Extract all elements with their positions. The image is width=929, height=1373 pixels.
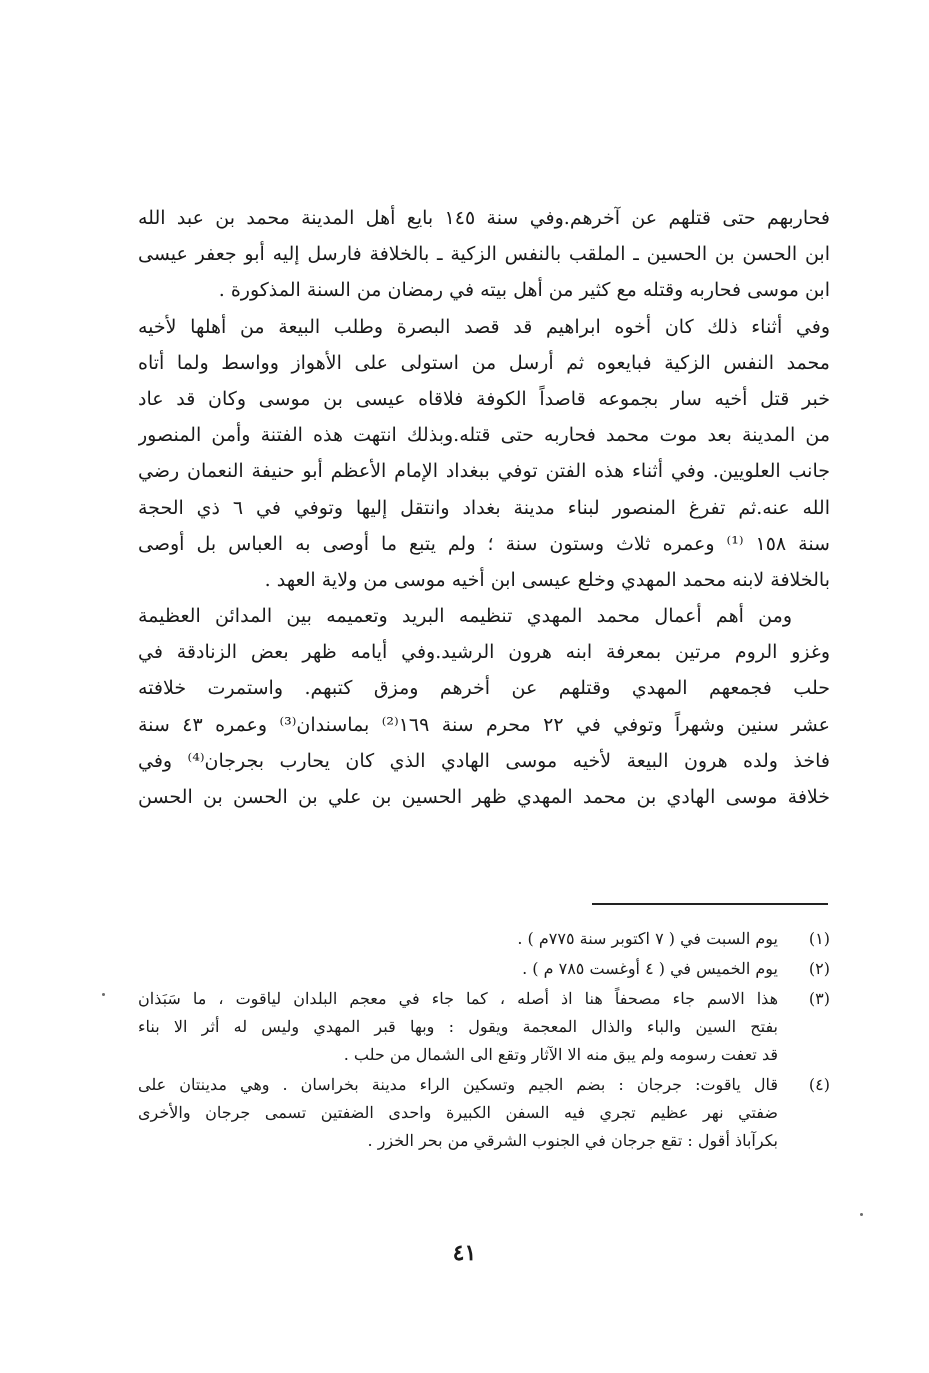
text-line: حلب فجمعهم المهدي وقتلهم عن أخرهم ومزق كتبهم. واستمرت خلافته (138, 677, 830, 700)
footnote-1 (138, 925, 830, 953)
scan-speck (102, 993, 105, 996)
footnote-3 (138, 985, 830, 1069)
text-line: فحاربهم حتى قتلهم عن آخرهم.وفي سنة ١٤٥ بايع أهل المدينة محمد بن عبد الله (138, 207, 830, 229)
footnote-line: بفتح السين والباء والذال المعجمة ويقول : وبها قبر المهدي وليس له أثر الا بناء (138, 1017, 778, 1036)
footnote-2 (138, 955, 830, 983)
text-line: وفي أثناء ذلك كان أخوه ابراهيم قد قصد البصرة وطلب البيعة من أهلها لأخيه (138, 315, 830, 338)
text-line: ومن أهم أعمال محمد المهدي تنظيمه البريد وتعميمه بين المدائن العظيمة (138, 605, 792, 628)
text-line: عشر سنين وشهراً وتوفي في ٢٢ محرم سنة ١٦٩⁽²⁾ بماسندان⁽³⁾ وعمره ٤٣ سنة (138, 713, 830, 736)
footnote-line: بكرآباذ أقول : تقع جرجان في الجنوب الشرقي من بحر الخزر . (367, 1131, 778, 1150)
text-line: ابن الحسن بن الحسين ـ الملقب بالنفس الزكية ـ بالخلافة فارسل إليه أبو جعفر عيسى (138, 243, 830, 266)
footnote-number: (٣) (808, 989, 830, 1008)
text-line: بالخلافة لابنه محمد المهدي وخلع عيسى ابن أخيه موسى من ولاية العهد . (264, 568, 830, 591)
text-line: خبر قتل أخيه سار بجموعه قاصداً الكوفة فلاقاه عيسى بن موسى وكان قد عاد (138, 387, 830, 410)
text-line: محمد النفس الزكية فبايعوه ثم أرسل من استولى على الأهواز وواسط ولما أتاه (138, 351, 830, 374)
footnote-line: قد تعفت رسومه ولم يبق منه الا الآثار وتقع الى الشمال من حلب . (343, 1045, 778, 1064)
footnote-line: يوم السبت في ( ٧ اكتوبر سنة ٧٧٥م ) . (517, 929, 778, 948)
text-line: وغزو الروم مرتين بمعرفة ابنه هرون الرشيد.وفي أيامه ظهر بعض الزنادقة في (138, 641, 830, 664)
page-number: ٤١ (452, 1240, 477, 1266)
scan-speck (860, 1213, 863, 1216)
text-line: الله عنه.ثم تفرغ المنصور لبناء مدينة بغداد وانتقل إليها وتوفي في ٦ ذي الحجة (138, 496, 830, 519)
text-line: سنة ١٥٨ ⁽¹⁾ وعمره ثلاث وستون سنة ؛ ولم يتبع ما أوصى به العباس بل أوصى (138, 532, 830, 555)
text-line: فاخذ ولده هرون البيعة لأخيه موسى الهادي الذي كان يحارب بجرجان⁽⁴⁾ وفي (138, 749, 830, 772)
text-line: ابن موسى فحاربه وقتله مع كثير من أهل بيته في رمضان من السنة المذكورة . (218, 279, 830, 302)
footnote-line: قال ياقوت: جرجان : بضم الجيم وتسكين الراء مدينة بخراسان . وهي مدينتان على (138, 1075, 778, 1094)
footnote-line: هذا الاسم جاء مصحفاً هنا اذ أصله ، كما جاء في معجم البلدان لياقوت ، ما سَبَذان (138, 989, 778, 1008)
footnotes (138, 925, 830, 1157)
footnote-line: ضفتي نهر عظيم تجري فيه السفن الكبيرة واحدى الضفتين تسمى جرجان والأخرى (138, 1103, 778, 1122)
text-line: خلافة موسى الهادي بن محمد المهدي ظهر الحسين بن علي بن الحسن بن الحسن (138, 786, 830, 808)
footnote-number: (٢) (808, 959, 830, 978)
footnote-separator (592, 903, 828, 905)
footnote-4 (138, 1071, 830, 1155)
footnote-line: يوم الخميس في ( ٤ أوغست ٧٨٥ م ) . (522, 959, 778, 978)
text-line: من المدينة بعد موت محمد فحاربه حتى قتله.وبذلك انتهت هذه الفتنة وأمن المنصور (138, 424, 830, 447)
main-text (138, 200, 830, 815)
text-line: جانب العلويين. وفي أثناء هذه الفتن توفي ببغداد الإمام الأعظم أبو حنيفة النعمان رضي (138, 460, 830, 483)
footnote-number: (٤) (808, 1075, 830, 1094)
footnote-number: (١) (808, 929, 830, 948)
